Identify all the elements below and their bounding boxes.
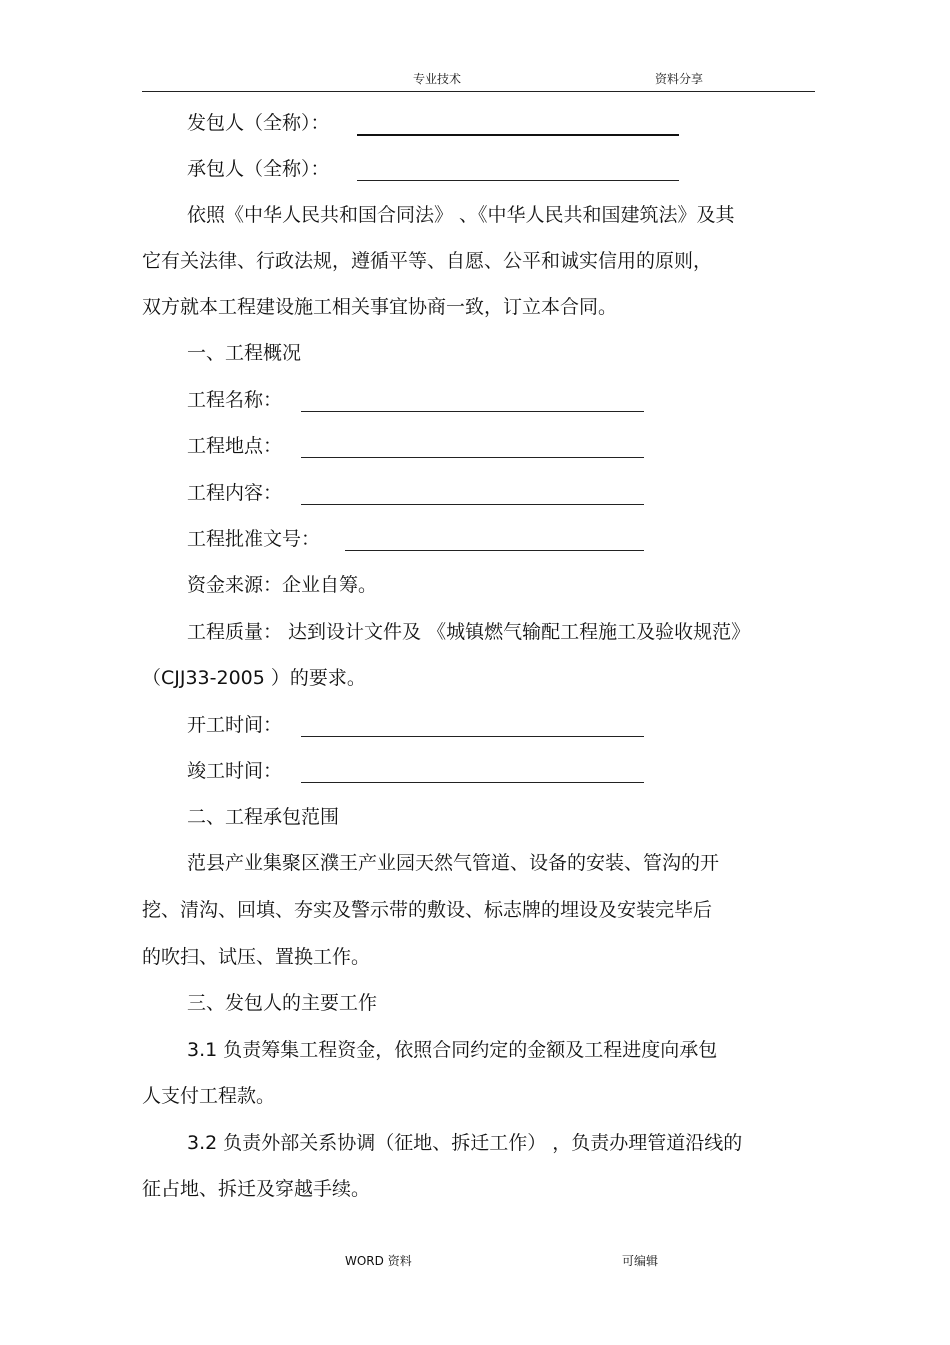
project-name-blank: [301, 411, 644, 412]
project-name-label: 工程名称：: [187, 389, 283, 411]
section3-title: 三、发包人的主要工作: [187, 992, 378, 1014]
section2-title: 二、工程承包范围: [187, 806, 340, 828]
project-location-blank: [301, 457, 644, 458]
item-3-1-line-1: 3.1 负责筹集工程资金，依照合同约定的金额及工程进度向承包: [187, 1039, 718, 1061]
preamble-line-3: 双方就本工程建设施工相关事宜协商一致，订立本合同。: [142, 296, 618, 318]
footer-right: 可编辑: [622, 1254, 659, 1268]
completion-time-blank: [301, 782, 644, 783]
item-3-2-line-1: 3.2 负责外部关系协调（征地、拆迁工作） ，负责办理管道沿线的: [187, 1132, 743, 1154]
funding-source: 资金来源：企业自筹。: [187, 574, 378, 596]
completion-time-label: 竣工时间：: [187, 760, 283, 782]
project-location-label: 工程地点：: [187, 435, 283, 457]
project-content-label: 工程内容：: [187, 482, 283, 504]
approval-no-blank: [345, 550, 644, 551]
start-time-blank: [301, 736, 644, 737]
approval-no-label: 工程批准文号：: [187, 528, 321, 550]
header-left: 专业技术: [413, 72, 462, 86]
employer-label: 发包人（全称）：: [187, 112, 330, 134]
scope-line-3: 的吹扫、试压、置换工作。: [142, 946, 371, 968]
header-right: 资料分享: [655, 72, 704, 86]
contractor-blank: [357, 180, 679, 181]
contractor-label: 承包人（全称）：: [187, 158, 330, 180]
employer-blank: [357, 134, 679, 136]
item-3-1-line-2: 人支付工程款。: [142, 1085, 276, 1107]
preamble-line-2: 它有关法律、行政法规，遵循平等、自愿、公平和诚实信用的原则，: [142, 250, 713, 272]
scope-line-2: 挖、清沟、回填、夯实及警示带的敷设、标志牌的埋设及安装完毕后: [142, 899, 713, 921]
start-time-label: 开工时间：: [187, 714, 283, 736]
scope-line-1: 范县产业集聚区濮王产业园天然气管道、设备的安装、管沟的开: [187, 852, 720, 874]
footer-left: WORD 资料: [345, 1254, 412, 1268]
item-3-2-line-2: 征占地、拆迁及穿越手续。: [142, 1178, 371, 1200]
quality-line-2: （CJJ33-2005 ）的要求。: [142, 667, 366, 689]
header-rule: [142, 91, 815, 92]
project-content-blank: [301, 504, 644, 505]
quality-line-1: 工程质量： 达到设计文件及 《城镇燃气输配工程施工及验收规范》: [187, 621, 751, 643]
preamble-line-1: 依照《中华人民共和国合同法》 、《中华人民共和国建筑法》及其: [187, 204, 735, 226]
section1-title: 一、工程概况: [187, 342, 302, 364]
